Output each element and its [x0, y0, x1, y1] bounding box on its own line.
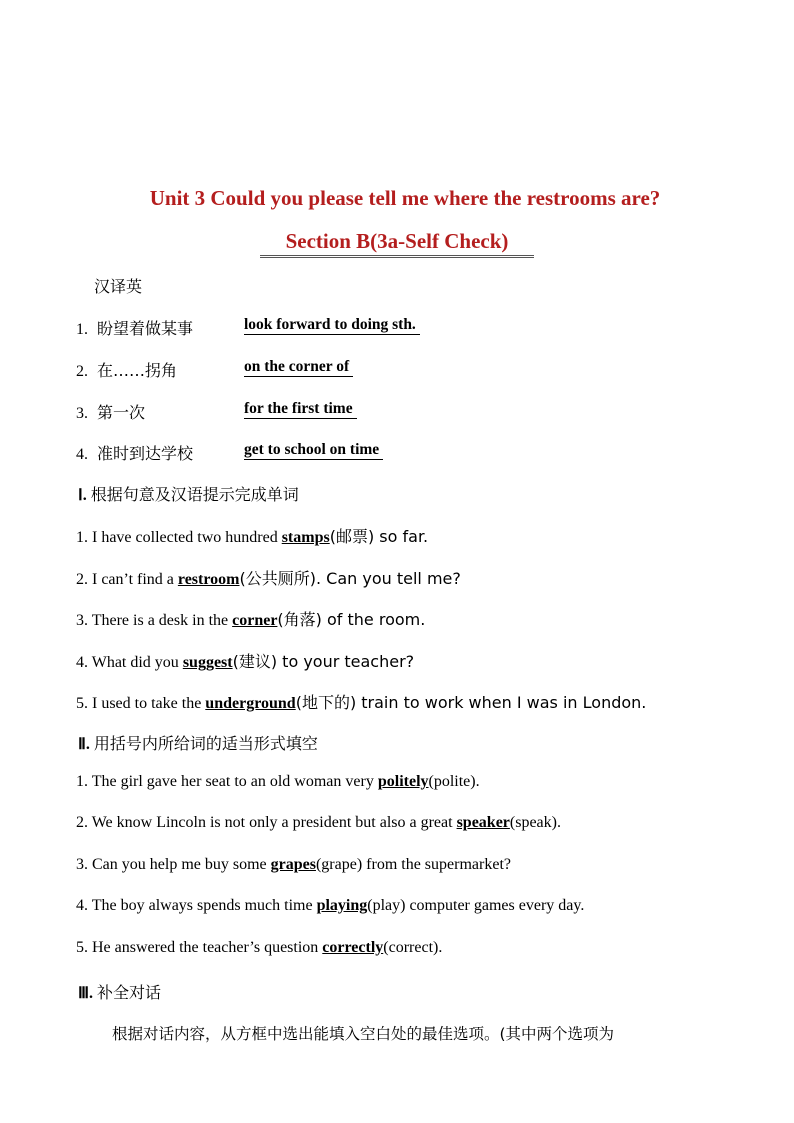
phrase-chinese: 准时到达学校 [97, 444, 194, 463]
exercise-item [76, 773, 480, 791]
exercise-item [76, 690, 646, 713]
item-hint: (地下的) train to work when I was in London. [295, 693, 647, 712]
phrases-heading: 汉译英 [94, 277, 143, 296]
answer-word: suggest [182, 654, 233, 671]
phrase-chinese: 盼望着做某事 [97, 319, 194, 338]
section-2-heading [78, 731, 318, 754]
item-text: 5. I used to take the [76, 695, 206, 712]
item-text: 2. We know Lincoln is not only a president but also a great [76, 814, 457, 831]
section-3-numeral: Ⅲ. [78, 985, 94, 1002]
item-text: 4. What did you [76, 654, 183, 671]
item-hint: (角落) of the room. [277, 610, 426, 629]
section-title [0, 229, 794, 258]
item-hint: (play) computer games every day. [367, 897, 585, 914]
phrase-number: 3. [76, 405, 88, 422]
phrase-chinese: 第一次 [97, 403, 146, 422]
item-hint: (邮票) so far. [329, 527, 429, 546]
phrase-answer: get to school on time [244, 441, 383, 460]
exercise-item [76, 856, 511, 874]
section-1-heading [78, 482, 299, 505]
phrase-item [76, 441, 193, 464]
unit-title: Unit 3 Could you please tell me where the restrooms are? [149, 186, 661, 210]
exercise-item [76, 939, 442, 957]
exercise-item [76, 814, 561, 832]
phrase-number: 2. [76, 363, 88, 380]
exercise-item [76, 897, 584, 915]
item-hint: (speak). [509, 814, 561, 831]
section-2-title: 用括号内所给词的适当形式填空 [93, 734, 318, 753]
phrase-item [76, 316, 193, 339]
answer-word: correctly [322, 939, 384, 956]
section-3-instruction: 根据对话内容，从方框中选出能填入空白处的最佳选项。(其中两个选项为 [112, 1025, 615, 1043]
section-2-numeral: Ⅱ. [78, 736, 90, 753]
item-text: 5. He answered the teacher’s question [76, 939, 323, 956]
phrase-chinese: 在……拐角 [97, 361, 178, 380]
item-hint: (建议) to your teacher? [232, 652, 415, 671]
item-text: 1. I have collected two hundred [76, 529, 282, 546]
item-hint: (polite). [428, 773, 480, 790]
phrase-item [76, 358, 177, 381]
item-text: 3. There is a desk in the [76, 612, 233, 629]
section-3-heading [78, 980, 161, 1003]
item-text: 1. The girl gave her seat to an old woman very [76, 773, 378, 790]
section-1-title: 根据句意及汉语提示完成单词 [90, 485, 299, 504]
answer-word: politely [377, 773, 429, 790]
phrase-answer: on the corner of [244, 358, 353, 377]
answer-word: speaker [456, 814, 510, 831]
section-3-title: 补全对话 [97, 983, 162, 1002]
exercise-item [76, 649, 414, 672]
exercise-item [76, 607, 425, 630]
exercise-item [76, 524, 428, 547]
answer-word: underground [205, 695, 296, 712]
item-hint: (公共厕所). Can you tell me? [239, 569, 461, 588]
item-hint: (grape) from the supermarket? [315, 856, 511, 873]
answer-word: grapes [270, 856, 316, 873]
phrase-number: 1. [76, 321, 88, 338]
item-text: 2. I can’t find a [76, 571, 178, 588]
item-text: 3. Can you help me buy some [76, 856, 271, 873]
section-title-text: Section B(3a-Self Check) [260, 229, 535, 258]
answer-word: playing [316, 897, 368, 914]
section-1-numeral: Ⅰ. [78, 487, 87, 504]
item-hint: (correct). [383, 939, 443, 956]
answer-word: corner [232, 612, 278, 629]
exercise-item [76, 566, 461, 589]
phrase-answer: look forward to doing sth. [244, 316, 420, 335]
phrase-item [76, 400, 145, 423]
phrase-answer: for the first time [244, 400, 357, 419]
answer-word: stamps [281, 529, 330, 546]
phrase-number: 4. [76, 446, 88, 463]
answer-word: restroom [177, 571, 240, 588]
item-text: 4. The boy always spends much time [76, 897, 317, 914]
